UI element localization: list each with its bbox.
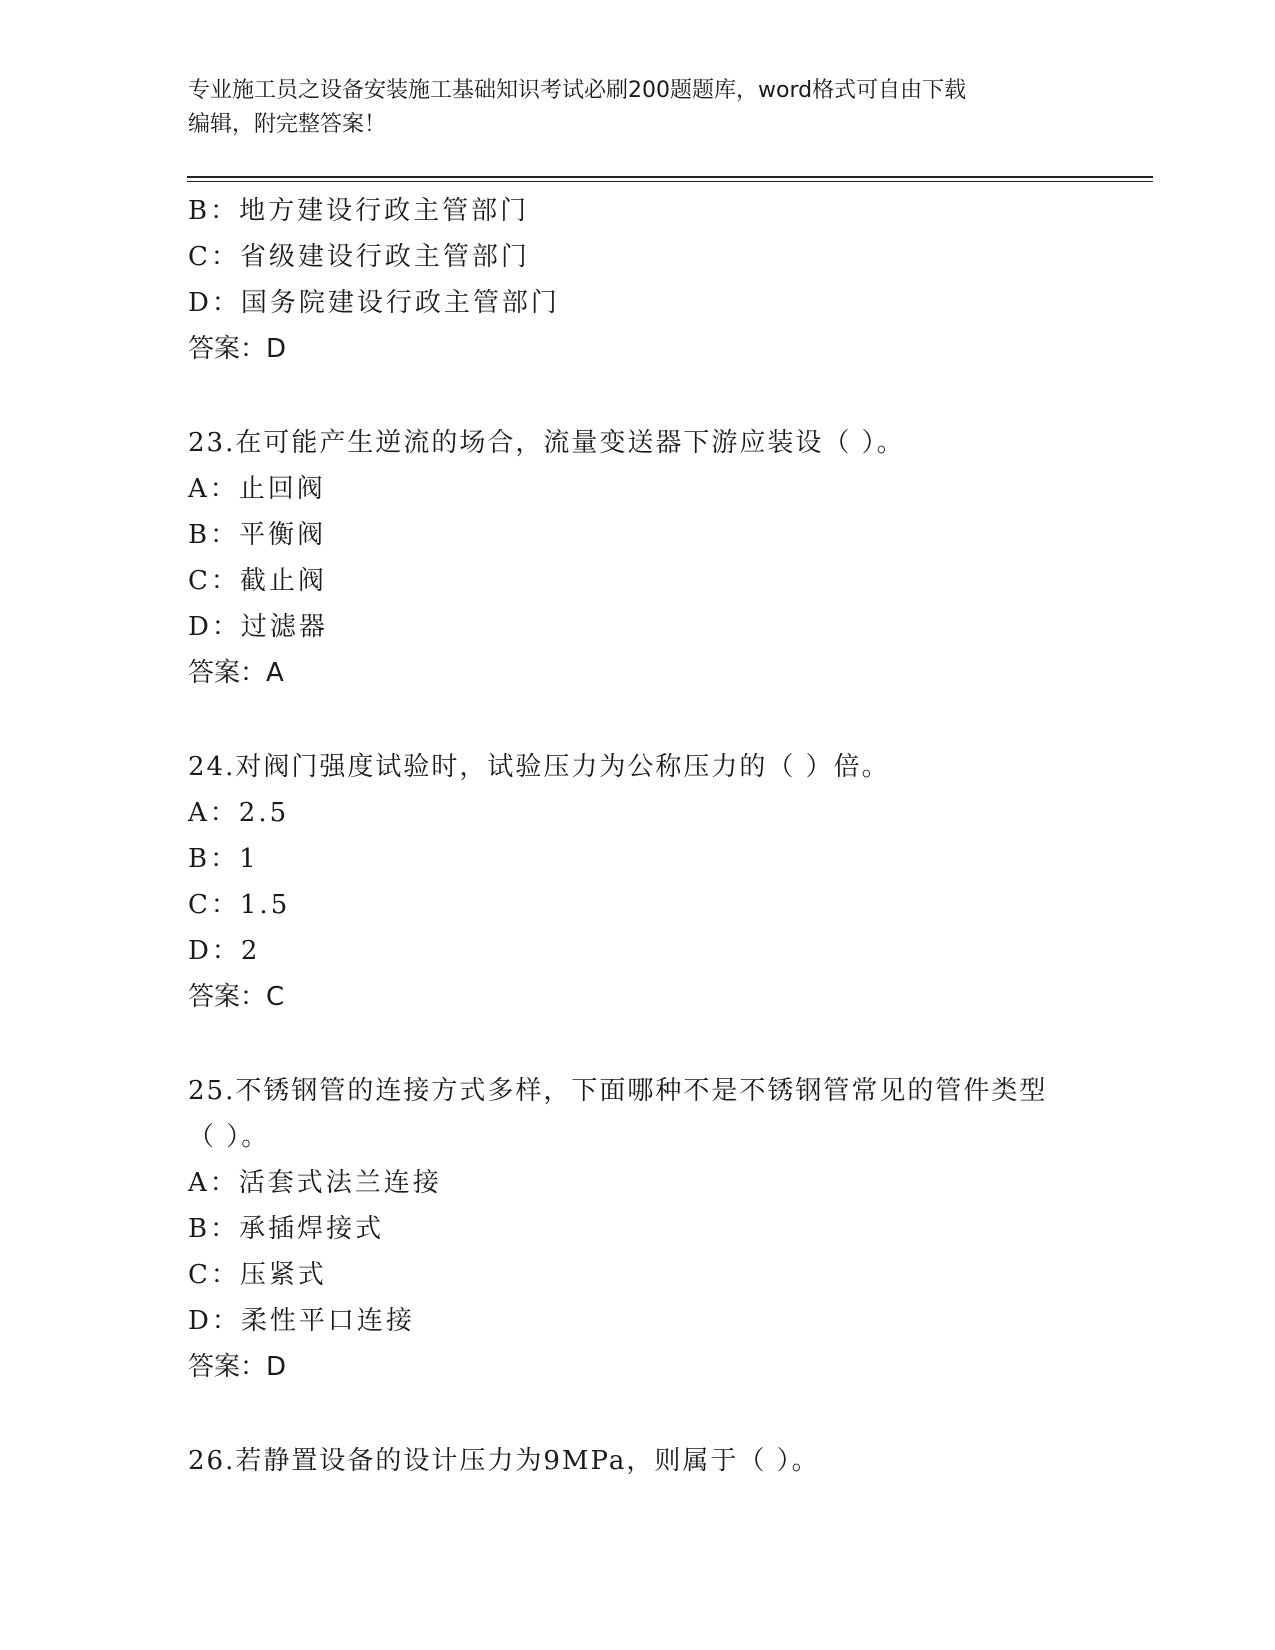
document-header (188, 74, 1068, 142)
option-d: D：2 (188, 936, 261, 966)
question-26 (188, 1438, 1088, 1484)
question-stem: 23.在可能产生逆流的场合，流量变送器下游应装设（ ）。 (188, 428, 905, 458)
spacer (188, 374, 1088, 420)
option-a: A：活套式法兰连接 (188, 1168, 442, 1198)
question-stem-line-1: 25.不锈钢管的连接方式多样，下面哪种不是不锈钢管常见的管件类型 (188, 1076, 1048, 1106)
option-c: C：截止阀 (188, 566, 327, 596)
answer: 答案：D (188, 1352, 287, 1382)
question-list (188, 188, 1088, 1484)
option-b: B：地方建设行政主管部门 (188, 196, 530, 226)
header-divider-thin (187, 181, 1153, 182)
option-d: D：柔性平口连接 (188, 1306, 415, 1336)
question-stem-line-2: （ ）。 (188, 1122, 270, 1152)
option-b: B：承插焊接式 (188, 1214, 385, 1244)
option-b: B：1 (188, 844, 259, 874)
answer: 答案：D (188, 334, 287, 364)
answer: 答案：A (188, 658, 284, 688)
option-c: C：省级建设行政主管部门 (188, 242, 530, 272)
option-c: C：压紧式 (188, 1260, 327, 1290)
question-24 (188, 744, 1088, 1022)
spacer (188, 698, 1088, 744)
header-line-2: 编辑，附完整答案！ (188, 112, 387, 137)
answer: 答案：C (188, 982, 285, 1012)
option-a: A：2.5 (188, 798, 290, 828)
spacer (188, 1022, 1088, 1068)
question-25 (188, 1068, 1088, 1392)
header-line-1: 专业施工员之设备安装施工基础知识考试必刷200题题库，word格式可自由下载 (188, 78, 967, 103)
option-c: C：1.5 (188, 890, 291, 920)
option-a: A：止回阀 (188, 474, 326, 504)
question-23 (188, 420, 1088, 698)
option-b: B：平衡阀 (188, 520, 327, 550)
question-22-tail (188, 188, 1088, 374)
question-stem: 26.若静置设备的设计压力为9MPa，则属于（ ）。 (188, 1446, 820, 1476)
header-divider-thick (187, 176, 1153, 178)
question-stem: 24.对阀门强度试验时，试验压力为公称压力的（ ）倍。 (188, 752, 890, 782)
spacer (188, 1392, 1088, 1438)
option-d: D：国务院建设行政主管部门 (188, 288, 560, 318)
option-d: D：过滤器 (188, 612, 328, 642)
